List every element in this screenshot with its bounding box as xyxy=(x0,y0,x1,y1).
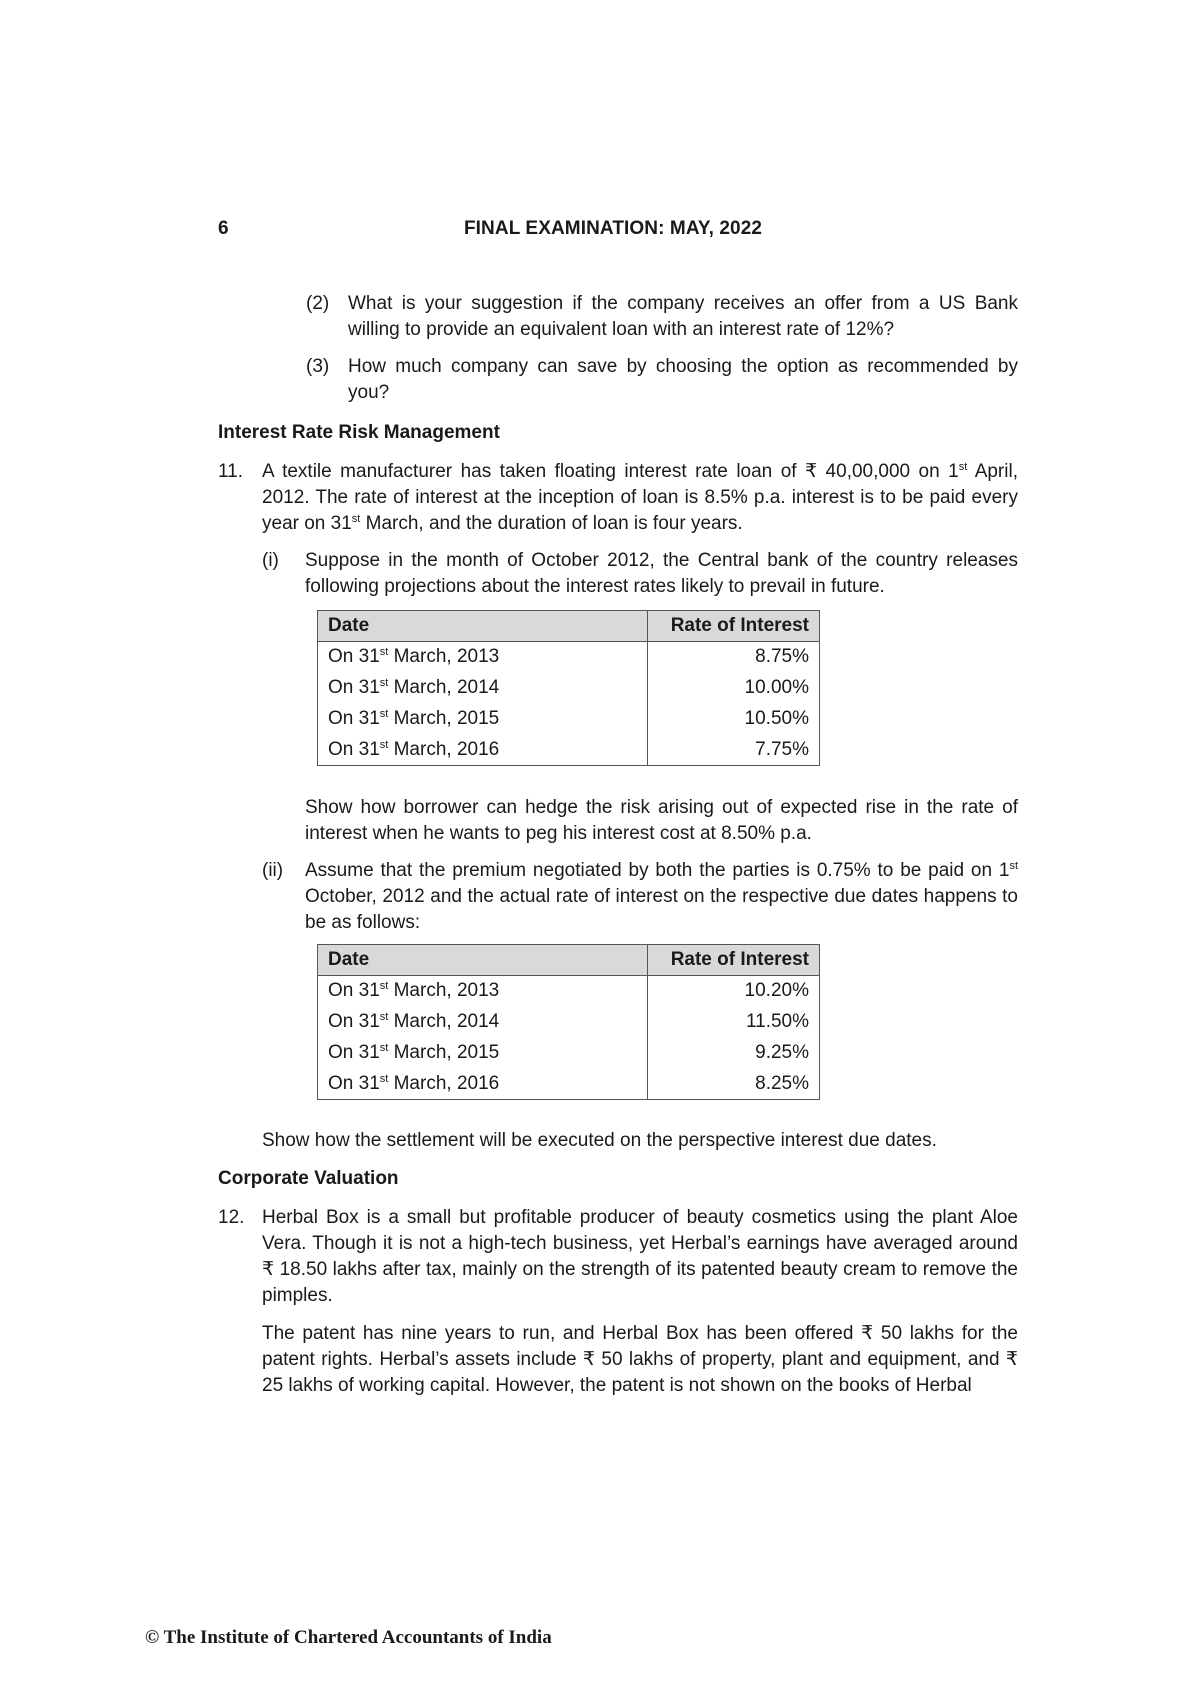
part-label: (i) xyxy=(262,550,279,571)
question-text: What is your suggestion if the company receives an offer from a US Bank willing to provide an equivalent loan with an interest rate of 12%? xyxy=(348,293,1018,340)
rate-cell: 9.25% xyxy=(648,1038,820,1069)
question-11-part-i xyxy=(262,548,1018,600)
date-cell: On 31st March, 2013 xyxy=(318,976,648,1007)
prev-question-3 xyxy=(306,354,1018,406)
table-row xyxy=(318,1007,820,1038)
table-header-row xyxy=(318,945,820,976)
rate-cell: 11.50% xyxy=(648,1007,820,1038)
rate-cell: 10.20% xyxy=(648,976,820,1007)
part-label: (ii) xyxy=(262,860,284,881)
question-label: (3) xyxy=(306,356,330,377)
table-header-row xyxy=(318,611,820,642)
date-cell: On 31st March, 2016 xyxy=(318,735,648,766)
table-row xyxy=(318,976,820,1007)
settlement-text: Show how the settlement will be executed on the perspective interest due dates. xyxy=(262,1130,937,1151)
part-i-text: Suppose in the month of October 2012, the Central bank of the country releases following projections about the interest rates likely to prevail in future. xyxy=(305,550,1018,597)
section-heading-corporate-valuation: Corporate Valuation xyxy=(218,1168,399,1189)
part-ii-text: Assume that the premium negotiated by both the parties is 0.75% to be paid on 1st October, 2012 and the actual rate of interest on the respective due dates happens to be as follows: xyxy=(305,860,1018,933)
column-header-date: Date xyxy=(318,611,648,642)
prev-question-2 xyxy=(306,291,1018,343)
settlement-instruction xyxy=(262,1128,1018,1154)
actual-rates-table xyxy=(317,944,820,1100)
date-cell: On 31st March, 2014 xyxy=(318,1007,648,1038)
date-cell: On 31st March, 2014 xyxy=(318,673,648,704)
projected-rates-table xyxy=(317,610,820,766)
question-11-text: A textile manufacturer has taken floating interest rate loan of ₹ 40,00,000 on 1st April, 2012. The rate of interest at the inception of loan is 8.5% p.a. interest is to be paid every year on 31st March, and the duration of loan is four years. xyxy=(262,461,1018,534)
copyright-footer: © The Institute of Chartered Accountants of India xyxy=(145,1627,552,1648)
table-row xyxy=(318,642,820,673)
column-header-date: Date xyxy=(318,945,648,976)
question-12-para-2: The patent has nine years to run, and Herbal Box has been offered ₹ 50 lakhs for the patent rights. Herbal’s assets include ₹ 50 lakhs of property, plant and equipment, and ₹ 25 lakhs of working capital. However, the patent is not shown on the books of Herbal xyxy=(262,1323,1018,1396)
table-row xyxy=(318,735,820,766)
exam-title: FINAL EXAMINATION: MAY, 2022 xyxy=(463,218,763,239)
question-11-part-ii xyxy=(262,858,1018,936)
date-cell: On 31st March, 2016 xyxy=(318,1069,648,1100)
section-heading-interest-rate-risk: Interest Rate Risk Management xyxy=(218,422,500,443)
date-cell: On 31st March, 2015 xyxy=(318,704,648,735)
rate-cell: 10.00% xyxy=(648,673,820,704)
rate-cell: 10.50% xyxy=(648,704,820,735)
question-number: 11. xyxy=(218,461,244,482)
hedge-instruction-text: Show how borrower can hedge the risk arising out of expected rise in the rate of interest when he wants to peg his interest cost at 8.50% p.a. xyxy=(305,797,1018,844)
date-cell: On 31st March, 2013 xyxy=(318,642,648,673)
table-row xyxy=(318,704,820,735)
question-11 xyxy=(218,459,1018,537)
question-12 xyxy=(218,1205,1018,1309)
column-header-rate: Rate of Interest xyxy=(648,611,820,642)
hedge-instruction xyxy=(305,795,1018,847)
question-12-para-1: Herbal Box is a small but profitable producer of beauty cosmetics using the plant Aloe Vera. Though it is not a high-tech business, yet Herbal’s earnings have averaged around ₹ 18.50 lakhs after tax, mainly on the strength of its patented beauty cream to remove the pimples. xyxy=(262,1207,1018,1306)
question-number: 12. xyxy=(218,1207,245,1228)
question-12-continued xyxy=(262,1321,1018,1399)
column-header-rate: Rate of Interest xyxy=(648,945,820,976)
question-text: How much company can save by choosing the option as recommended by you? xyxy=(348,356,1018,403)
page-number: 6 xyxy=(218,218,229,239)
question-label: (2) xyxy=(306,293,330,314)
table-row xyxy=(318,1069,820,1100)
rate-cell: 7.75% xyxy=(648,735,820,766)
table-row xyxy=(318,1038,820,1069)
rate-cell: 8.75% xyxy=(648,642,820,673)
table-row xyxy=(318,673,820,704)
rate-cell: 8.25% xyxy=(648,1069,820,1100)
date-cell: On 31st March, 2015 xyxy=(318,1038,648,1069)
